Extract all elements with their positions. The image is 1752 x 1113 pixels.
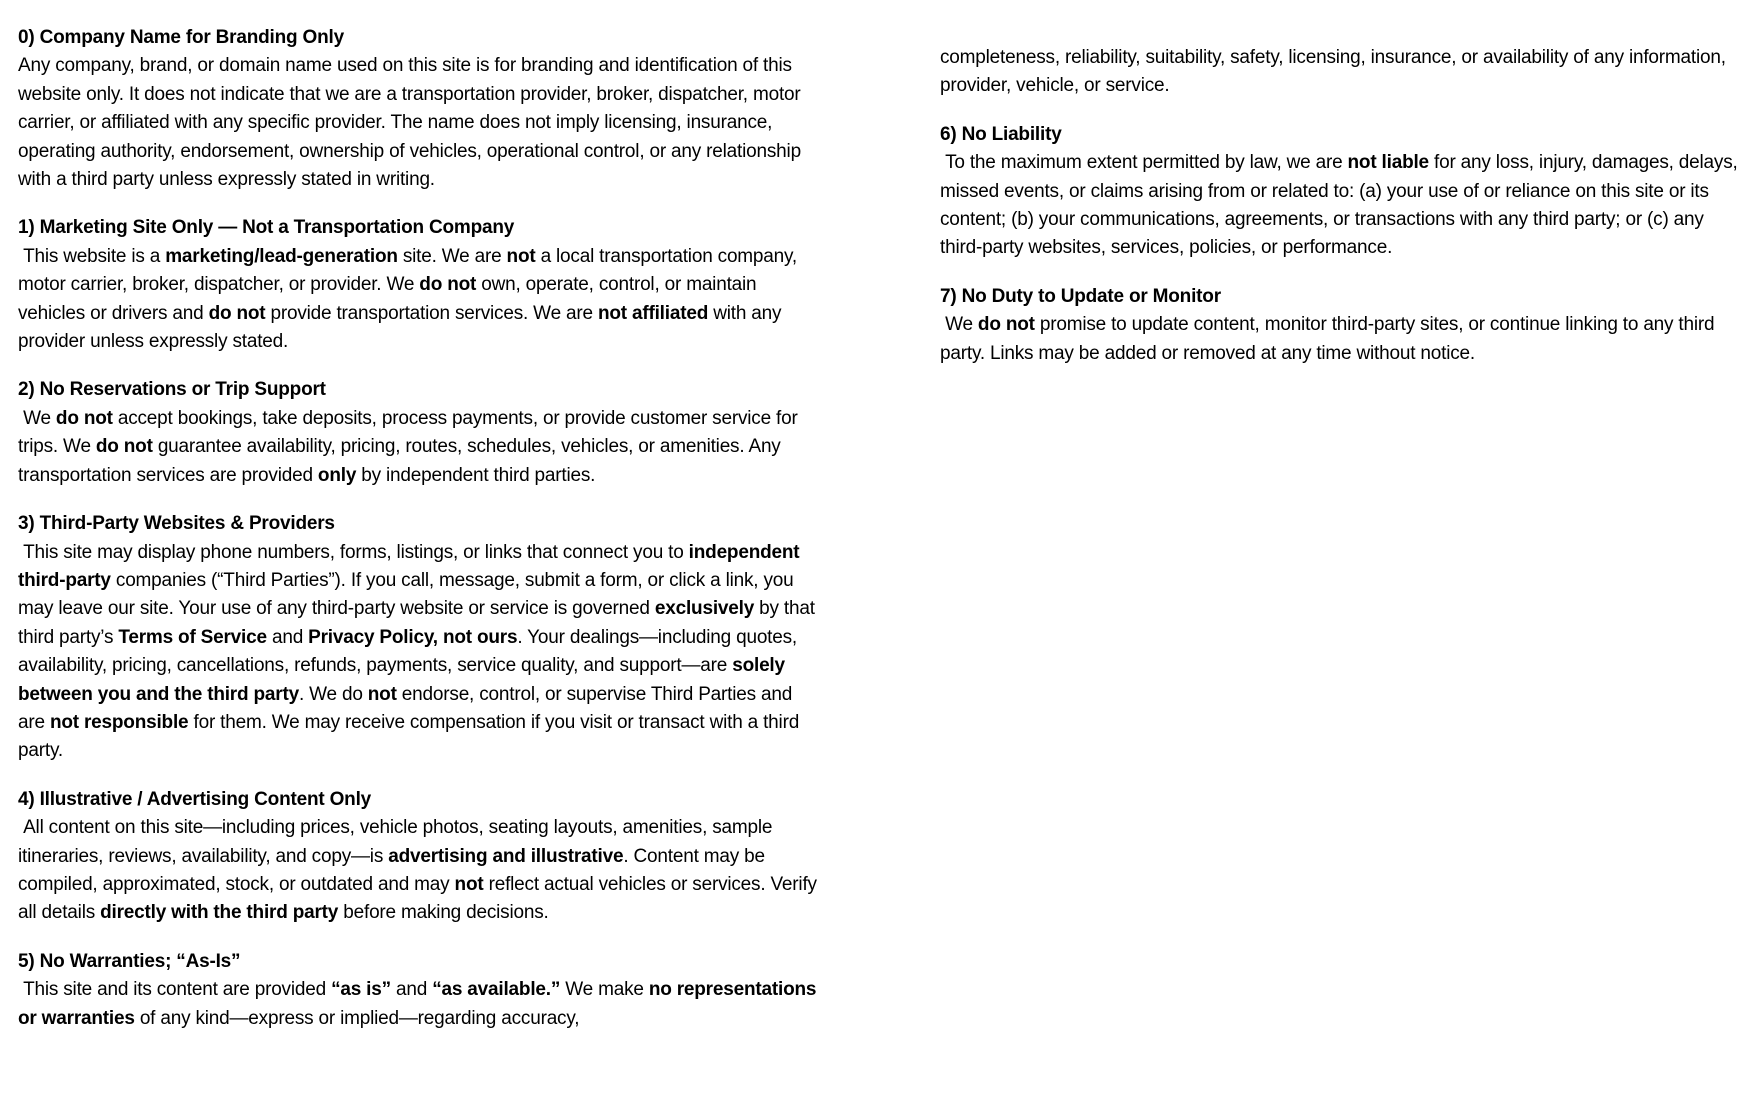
text-run-bold: independent third-party	[18, 541, 800, 591]
text-run-bold: exclusively	[654, 598, 755, 620]
text-run: This site may display phone numbers, forms, listings, or links that connect you to	[18, 541, 689, 563]
text-run: before making decisions.	[338, 902, 549, 924]
section-heading: 7) No Duty to Update or Monitor	[940, 285, 1221, 307]
text-run-bold: “as is”	[331, 979, 391, 1001]
text-run-bold: not affiliated	[597, 302, 709, 324]
text-run-bold: directly with the third party	[100, 902, 339, 924]
section	[18, 376, 820, 490]
text-run-bold: not	[367, 683, 397, 705]
text-run: . Your dealings—including quotes, availability, pricing, cancellations, refunds, payments, service quality, and support—are	[18, 626, 798, 677]
text-run-bold: marketing/lead-generation	[165, 245, 398, 267]
section	[18, 786, 820, 928]
text-run-bold: not	[506, 245, 536, 267]
text-run: and	[390, 979, 433, 1001]
text-run-bold: do not	[55, 407, 113, 429]
section-body	[18, 52, 820, 194]
text-run: and	[266, 626, 309, 648]
section	[940, 121, 1742, 263]
section	[18, 510, 820, 766]
section-body	[940, 44, 1742, 101]
text-run-bold: Terms of Service	[118, 626, 267, 648]
section	[940, 283, 1742, 368]
section	[18, 24, 820, 194]
text-run: site. We are	[397, 245, 507, 267]
text-run: companies (“Third Parties”). If you call, message, submit a form, or click a link, you may leave our site. Your use of any third-party website or service is governed	[18, 569, 794, 620]
text-run: a local transportation company, motor carrier, broker, dispatcher, or provider. We	[18, 245, 798, 296]
text-run: reflect actual vehicles or services. Verify all details	[18, 873, 817, 924]
text-run: for any loss, injury, damages, delays, missed events, or claims arising from or related to: (a) your use of or reliance on this site or its content; (b) your communications, agreements, or transactions with any third party; or (c) any third-party websites, services, policies, or performance.	[940, 152, 1738, 259]
text-run: of any kind—express or implied—regarding accuracy,	[134, 1007, 580, 1029]
text-run-bold: only	[317, 464, 357, 486]
text-run: completeness, reliability, suitability, safety, licensing, insurance, or availability of any information, provider, vehicle, or service.	[940, 47, 1726, 97]
text-run: . Content may be compiled, approximated, stock, or outdated and may	[18, 845, 765, 895]
section	[18, 948, 820, 1033]
section-body	[18, 814, 820, 928]
section-body	[18, 243, 820, 357]
text-run-bold: solely between you and the third party	[18, 655, 785, 705]
text-run-bold: not liable	[1347, 152, 1429, 174]
section-heading: 5) No Warranties; “As-Is”	[18, 950, 241, 972]
section-heading: 6) No Liability	[940, 123, 1062, 145]
section-body	[18, 405, 820, 490]
section-body	[940, 149, 1742, 263]
section	[18, 214, 820, 356]
text-run: We	[18, 407, 56, 429]
text-run: own, operate, control, or maintain vehicles or drivers and	[18, 274, 757, 324]
text-run-bold: advertising and illustrative	[388, 845, 624, 867]
text-run: provide transportation services. We are	[265, 302, 598, 324]
section-heading: 2) No Reservations or Trip Support	[18, 379, 326, 401]
text-run: guarantee availability, pricing, routes, schedules, vehicles, or amenities. Any transportation services are provided	[18, 436, 781, 486]
text-run: Any company, brand, or domain name used on this site is for branding and identification of this website only. It does not indicate that we are a transportation provider, broker, dispatcher, motor carrier, or affiliated with any specific provider. The name does not imply licensing, insurance, operating authority, endorsement, ownership of vehicles, operational control, or any relationship with a third party unless expressly stated in writing.	[18, 55, 801, 191]
text-run: This website is a	[18, 245, 166, 267]
text-run: To the maximum extent permitted by law, we are	[940, 152, 1348, 174]
text-run: We	[940, 314, 978, 336]
text-run: We make	[560, 979, 649, 1001]
section-body	[940, 311, 1742, 368]
text-run-bold: Privacy Policy, not ours	[308, 626, 518, 648]
column-left	[18, 24, 820, 1033]
text-run: All content on this site—including prices, vehicle photos, seating layouts, amenities, sample itineraries, reviews, availability, and copy—is	[18, 817, 773, 867]
text-run: accept bookings, take deposits, process payments, or provide customer service for trips. We	[18, 407, 798, 458]
text-run: endorse, control, or supervise Third Parties and are	[18, 683, 793, 733]
text-run: by that third party’s	[18, 598, 815, 648]
text-run: This site and its content are provided	[18, 979, 332, 1001]
text-run-bold: not responsible	[49, 711, 189, 733]
text-run: by independent third parties.	[356, 464, 596, 486]
section-heading: 3) Third-Party Websites & Providers	[18, 513, 335, 535]
section-body	[18, 976, 820, 1033]
text-run-bold: “as available.”	[432, 979, 561, 1001]
text-run: for them. We may receive compensation if you visit or transact with a third party.	[18, 711, 800, 762]
text-run: with any provider unless expressly stated.	[18, 302, 782, 353]
text-run-bold: no representations or warranties	[18, 979, 817, 1029]
text-run-bold: do not	[95, 436, 153, 458]
text-run-bold: do not	[977, 314, 1035, 336]
section-heading: 4) Illustrative / Advertising Content Only	[18, 788, 372, 810]
text-run-bold: do not	[208, 302, 266, 324]
text-run-bold: not	[454, 873, 484, 895]
section-heading: 0) Company Name for Branding Only	[18, 27, 344, 48]
text-run: . We do	[298, 683, 368, 705]
text-run: promise to update content, monitor third-party sites, or continue linking to any third party. Links may be added or removed at any time without notice.	[940, 314, 1715, 364]
section-body	[18, 539, 820, 766]
text-run-bold: do not	[419, 274, 477, 296]
section	[940, 44, 1742, 101]
section-heading: 1) Marketing Site Only — Not a Transportation Company	[18, 217, 515, 239]
column-right	[940, 24, 1742, 368]
